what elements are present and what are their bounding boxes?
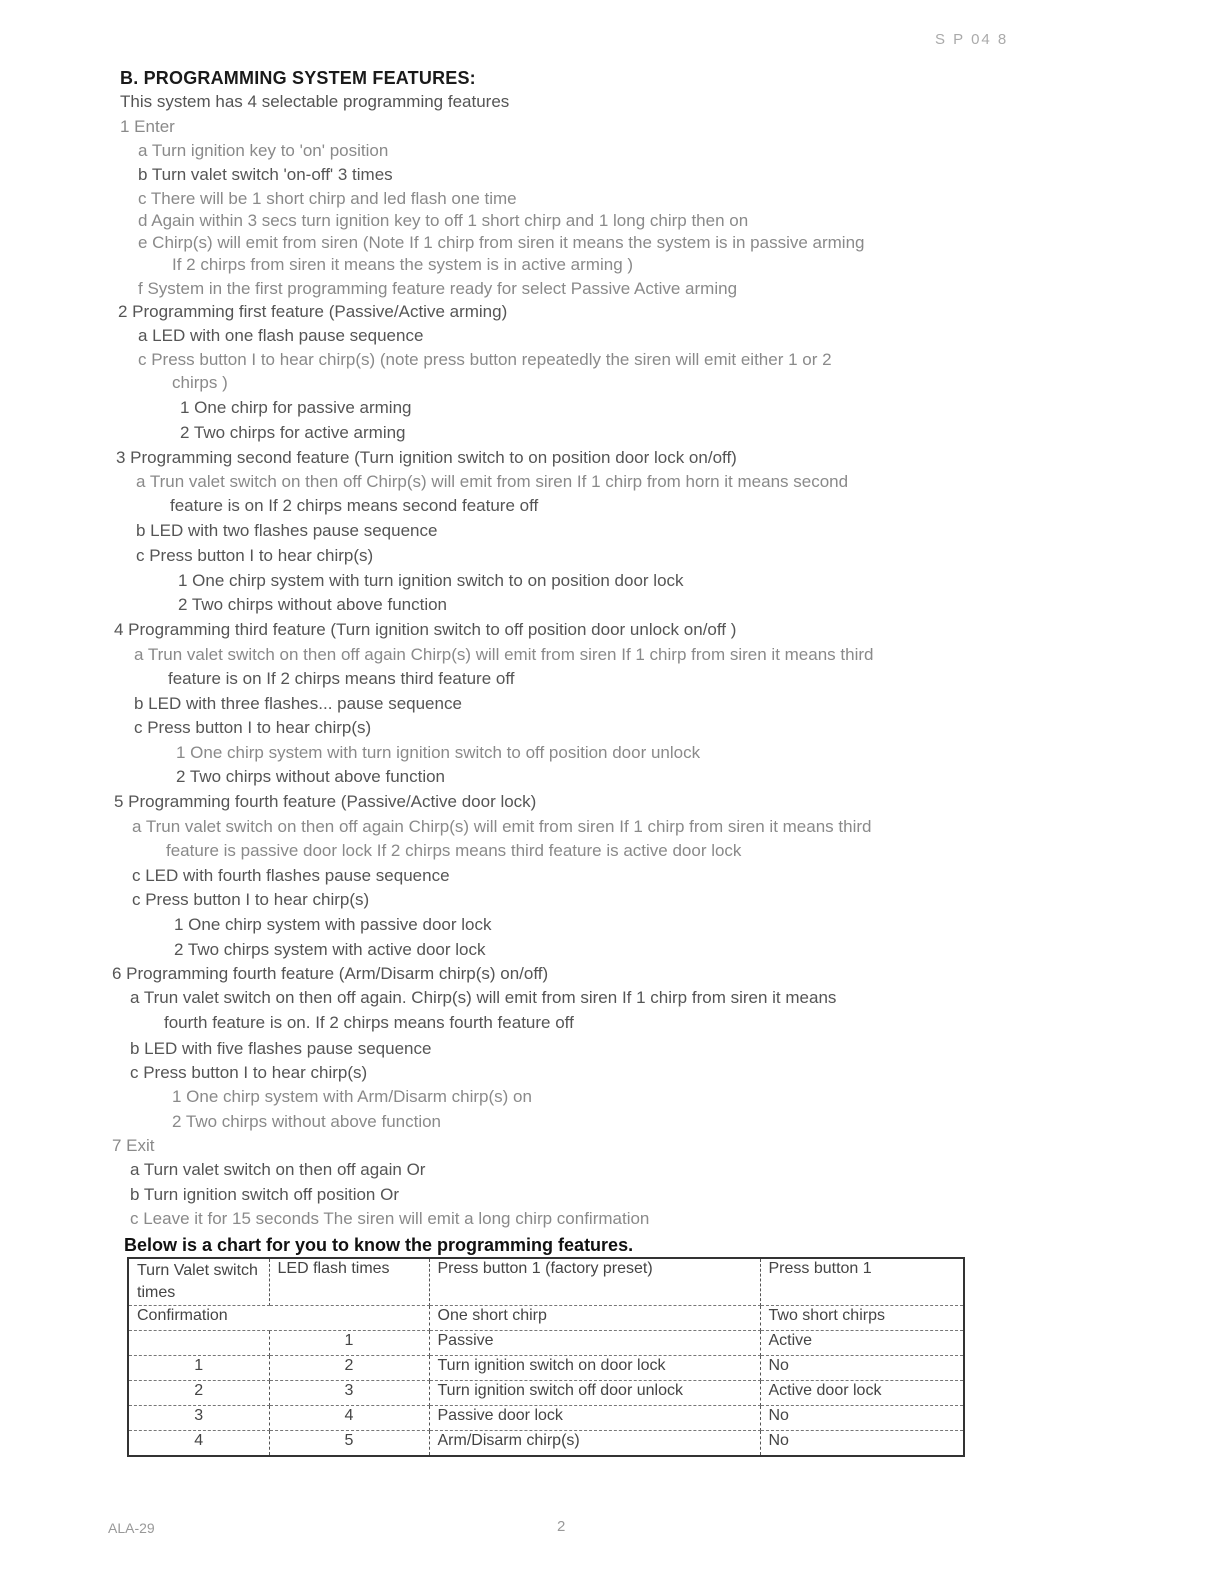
- text-line: 1 One chirp system with turn ignition switch to off position door unlock: [176, 743, 701, 762]
- text-line: b Turn ignition switch off position Or: [130, 1185, 399, 1204]
- text-line: c Press button I to hear chirp(s): [132, 890, 370, 909]
- table-cell: Confirmation: [128, 1306, 429, 1331]
- footer-doc-code: ALA-29: [108, 1520, 155, 1536]
- text-line: a Trun valet switch on then off again Chirp(s) will emit from siren If 1 chirp from siren it means third: [132, 817, 872, 836]
- page-mark: S P 04 8: [935, 31, 1009, 48]
- text-line: c Press button I to hear chirp(s): [134, 718, 372, 737]
- text-line: b LED with two flashes pause sequence: [136, 521, 438, 540]
- text-line: 1 One chirp system with turn ignition switch to on position door lock: [178, 571, 684, 590]
- text-line: 2 Two chirps for active arming: [180, 423, 406, 442]
- text-line: 2 Two chirps without above function: [176, 767, 446, 786]
- page-heading: B. PROGRAMMING SYSTEM FEATURES:: [120, 68, 476, 88]
- table-cell: 3: [269, 1381, 429, 1406]
- text-line: a Turn valet switch on then off again Or: [130, 1160, 426, 1179]
- text-line: a LED with one flash pause sequence: [138, 326, 424, 345]
- text-line: c Press button I to hear chirp(s) (note press button repeatedly the siren will emit either 1 or 2: [138, 350, 832, 369]
- text-line: 7 Exit: [112, 1136, 155, 1155]
- text-line: a Trun valet switch on then off Chirp(s) will emit from siren If 1 chirp from horn it means second: [136, 472, 849, 491]
- table-cell: 2: [269, 1356, 429, 1381]
- text-line: c Press button I to hear chirp(s): [136, 546, 374, 565]
- table-cell: 4: [128, 1431, 269, 1457]
- text-line: c Press button I to hear chirp(s): [130, 1063, 368, 1082]
- table-row: [128, 1331, 964, 1356]
- table-header-cell: Press button 1: [760, 1258, 964, 1306]
- table-cell: Passive door lock: [429, 1406, 760, 1431]
- table-cell: Arm/Disarm chirp(s): [429, 1431, 760, 1457]
- text-line: 2 Two chirps system with active door lock: [174, 940, 486, 959]
- text-line: feature is on If 2 chirps means third feature off: [168, 669, 515, 688]
- table-cell: Active door lock: [760, 1381, 964, 1406]
- table-header-row: [128, 1258, 964, 1306]
- text-line: a Trun valet switch on then off again. Chirp(s) will emit from siren If 1 chirp from siren it means: [130, 988, 837, 1007]
- table-row: [128, 1356, 964, 1381]
- text-line: a Trun valet switch on then off again Chirp(s) will emit from siren If 1 chirp from siren it means third: [134, 645, 874, 664]
- text-line: e Chirp(s) will emit from siren (Note If 1 chirp from siren it means the system is in passive arming: [138, 233, 865, 252]
- table-cell: 2: [128, 1381, 269, 1406]
- text-line: fourth feature is on. If 2 chirps means fourth feature off: [164, 1013, 574, 1032]
- table-cell: 3: [128, 1406, 269, 1431]
- table-cell: Active: [760, 1331, 964, 1356]
- table-cell: Turn ignition switch on door lock: [429, 1356, 760, 1381]
- text-line: 1 One chirp system with passive door lock: [174, 915, 492, 934]
- table-header-cell: LED flash times: [269, 1258, 429, 1306]
- table-row: [128, 1306, 964, 1331]
- table-row: [128, 1406, 964, 1431]
- text-line: c There will be 1 short chirp and led flash one time: [138, 189, 517, 208]
- table-cell: No: [760, 1356, 964, 1381]
- table-cell: One short chirp: [429, 1306, 760, 1331]
- text-line: 6 Programming fourth feature (Arm/Disarm chirp(s) on/off): [112, 964, 549, 983]
- table-cell: Two short chirps: [760, 1306, 964, 1331]
- text-line: feature is passive door lock If 2 chirps means third feature is active door lock: [166, 841, 742, 860]
- text-line: b LED with five flashes pause sequence: [130, 1039, 432, 1058]
- text-line: 5 Programming fourth feature (Passive/Active door lock): [114, 792, 537, 811]
- chart-title: Below is a chart for you to know the programming features.: [124, 1235, 634, 1255]
- text-line: If 2 chirps from siren it means the system is in active arming ): [172, 255, 634, 274]
- table-cell: 1: [269, 1331, 429, 1356]
- text-line: 3 Programming second feature (Turn ignition switch to on position door lock on/off): [116, 448, 737, 467]
- text-line: 2 Programming first feature (Passive/Active arming): [118, 302, 508, 321]
- table-cell: Turn ignition switch off door unlock: [429, 1381, 760, 1406]
- table-cell: 4: [269, 1406, 429, 1431]
- text-line: 1 Enter: [120, 117, 175, 136]
- table-cell: 1: [128, 1356, 269, 1381]
- table-row: [128, 1431, 964, 1457]
- table-cell: No: [760, 1431, 964, 1457]
- text-line: c Leave it for 15 seconds The siren will emit a long chirp confirmation: [130, 1209, 650, 1228]
- table-row: [128, 1381, 964, 1406]
- text-line: a Turn ignition key to 'on' position: [138, 141, 389, 160]
- programming-features-table: [127, 1257, 965, 1457]
- text-line: c LED with fourth flashes pause sequence: [132, 866, 450, 885]
- footer-page-number: 2: [557, 1518, 566, 1535]
- table-cell: 5: [269, 1431, 429, 1457]
- text-line: 4 Programming third feature (Turn ignition switch to off position door unlock on/off ): [114, 620, 737, 639]
- text-line: d Again within 3 secs turn ignition key to off 1 short chirp and 1 long chirp then on: [138, 211, 749, 230]
- table-cell: Passive: [429, 1331, 760, 1356]
- text-line: feature is on If 2 chirps means second feature off: [170, 496, 539, 515]
- text-line: 2 Two chirps without above function: [172, 1112, 442, 1131]
- table-header-cell: Turn Valet switch times: [128, 1258, 269, 1306]
- table-cell: No: [760, 1406, 964, 1431]
- text-line: 2 Two chirps without above function: [178, 595, 448, 614]
- text-line: 1 One chirp system with Arm/Disarm chirp(s) on: [172, 1087, 532, 1106]
- text-line: This system has 4 selectable programming features: [120, 92, 510, 111]
- table-cell: [128, 1331, 269, 1356]
- text-line: chirps ): [172, 373, 228, 392]
- text-line: b LED with three flashes... pause sequence: [134, 694, 462, 713]
- text-line: f System in the first programming feature ready for select Passive Active arming: [138, 279, 738, 298]
- table-header-cell: Press button 1 (factory preset): [429, 1258, 760, 1306]
- text-line: b Turn valet switch 'on-off' 3 times: [138, 165, 393, 184]
- text-line: 1 One chirp for passive arming: [180, 398, 412, 417]
